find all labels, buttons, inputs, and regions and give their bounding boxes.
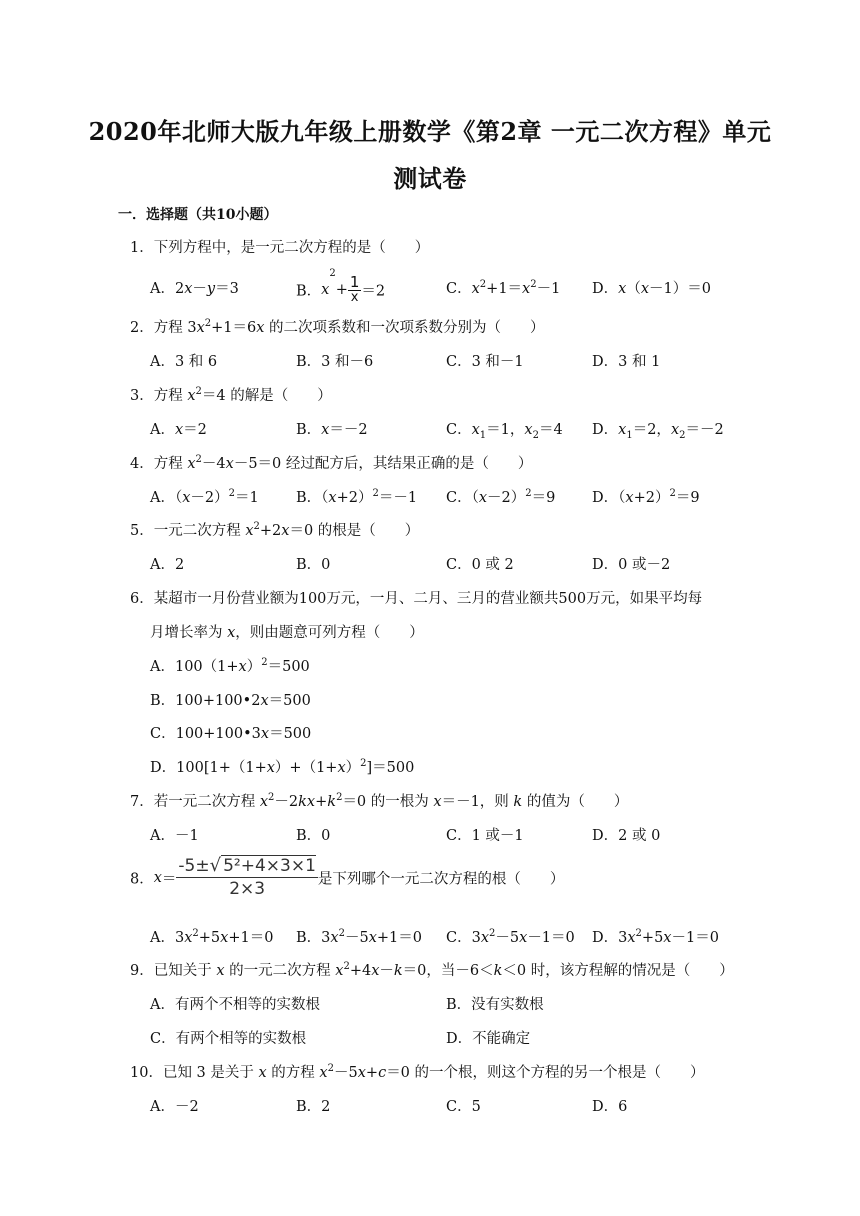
q10-option-c: C．5 (446, 1099, 481, 1115)
section-heading: 一．选择题（共10小题） (118, 207, 278, 223)
q8-option-a: A．$3x^2+5x+1=0$ (150, 928, 274, 946)
q10-option-a: A．－2 (150, 1099, 199, 1115)
quadratic-formula-fraction: $\frac{\text{-5±√ 5²+4×3×1}}{2\times 3}$ (178, 855, 316, 899)
q1-option-d: D．x（x－1）＝0 (592, 281, 711, 297)
q5-option-a: A．2 (150, 557, 185, 573)
q1-option-c: C．$x^2+1=x^2-1$ (446, 279, 561, 297)
q6-option-a: A．$100(1+x)^2=500$ (150, 657, 310, 675)
q3-option-b: B．x＝－2 (296, 422, 368, 438)
q9-option-a: A．有两个不相等的实数根 (150, 997, 320, 1013)
question-4: 4．方程 $x^2-4x-5=0$ 经过配方后，其结果正确的是（ ） (130, 454, 533, 472)
q5-option-c: C．0 或 2 (446, 557, 514, 573)
q6-option-d: D．$100[1+(1+x)+(1+x)^2]=500$ (150, 758, 415, 776)
q4-option-d: D．$(x+2)^2=9$ (592, 488, 700, 506)
q8-option-c: C．$3x^2-5x-1=0$ (446, 928, 575, 946)
question-6-continued: 月增长率为 x，则由题意可列方程（ ） (150, 625, 424, 641)
q2-option-b: B．3 和－6 (296, 354, 374, 370)
q2-option-a: A．3 和 6 (150, 354, 218, 370)
fraction: $\frac{1}{x}$ (349, 273, 360, 305)
q8-option-b: B．$3x^2-5x+1=0$ (296, 928, 422, 946)
question-9: 9．已知关于 x 的一元二次方程 $x^2+4x-k=0$，当－6＜k＜0 时，该方程解的情况是（ ） (130, 961, 734, 979)
question-1: 1．下列方程中，是一元二次方程的是（ ） (130, 240, 430, 256)
question-6: 6．某超市一月份营业额为100万元，一月、二月、三月的营业额共500万元，如果平均每 (130, 591, 703, 607)
q4-option-c: C．$(x-2)^2=9$ (446, 488, 556, 506)
q1-option-a: A．2x－y＝3 (150, 281, 239, 297)
q2-option-d: D．3 和 1 (592, 354, 661, 370)
q7-option-c: C．1 或－1 (446, 828, 524, 844)
q4-option-b: B．$(x+2)^2=-1$ (296, 488, 418, 506)
q9-option-b: B．没有实数根 (446, 997, 544, 1013)
q9-option-c: C．有两个相等的实数根 (150, 1031, 307, 1047)
q4-option-a: A．$(x-2)^2=1$ (150, 488, 259, 506)
q7-option-b: B．0 (296, 828, 331, 844)
question-2: 2．方程 $3x^2+1=6x$ 的二次项系数和一次项系数分别为（ ） (130, 318, 545, 336)
q5-option-b: B．0 (296, 557, 331, 573)
q2-option-c: C．3 和－1 (446, 354, 524, 370)
document-title: 2020年北师大版九年级上册数学《第2章 一元二次方程》单元 (88, 117, 772, 146)
q3-option-d: D．$x_1=2$，$x_2=-2$ (592, 422, 724, 441)
q3-option-c: C．$x_1=1$，$x_2=4$ (446, 422, 563, 441)
question-10: 10．已知 3 是关于 x 的方程 $x^2-5x+c=0$ 的一个根，则这个方程的另一个根是（ ） (130, 1063, 705, 1081)
q7-option-a: A．－1 (150, 828, 199, 844)
q10-option-d: D．6 (592, 1099, 628, 1115)
q5-option-d: D．0 或－2 (592, 557, 671, 573)
question-7: 7．若一元二次方程 $x^2-2kx+k^2=0$ 的一根为 x＝－1，则 k 的值为（ ） (130, 792, 629, 810)
q1-option-b: B．$x^2+$ $\frac{1}{x}$ ＝2 (296, 268, 386, 305)
q8-option-d: D．$3x^2+5x-1=0$ (592, 928, 719, 946)
question-8: 8．x＝ $\frac{\text{-5±√ 5²+4×3×1}}{2\times 3}$ 是下列哪个一元二次方程的根（ ） (130, 855, 565, 899)
question-5: 5．一元二次方程 $x^2+2x=0$ 的根是（ ） (130, 521, 420, 539)
q9-option-d: D．不能确定 (446, 1031, 531, 1047)
document-title-continued: 测试卷 (393, 164, 467, 193)
q7-option-d: D．2 或 0 (592, 828, 661, 844)
q10-option-b: B．2 (296, 1099, 331, 1115)
q6-option-b: B．100+100•2x＝500 (150, 693, 311, 709)
q6-option-c: C．100+100•3x＝500 (150, 726, 312, 742)
q3-option-a: A．x＝2 (150, 422, 207, 438)
question-3: 3．方程 $x^2=4$ 的解是（ ） (130, 386, 332, 404)
